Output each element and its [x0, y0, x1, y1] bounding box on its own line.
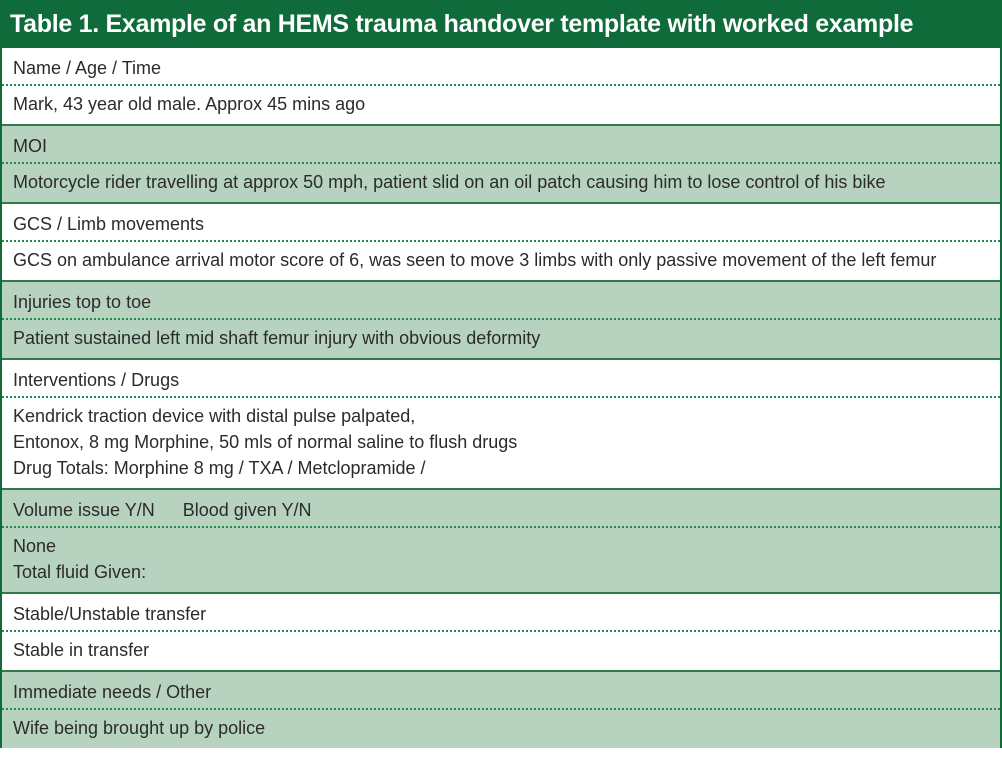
section-label: Stable/Unstable transfer	[2, 594, 1000, 632]
value-line: GCS on ambulance arrival motor score of 6, was seen to move 3 limbs with only passive movement of the left femur	[13, 250, 937, 270]
section-volume-blood	[2, 490, 1000, 594]
section-label: MOI	[2, 126, 1000, 164]
section-name-age-time	[2, 48, 1000, 126]
value-line: Total fluid Given:	[13, 562, 147, 582]
section-value	[2, 398, 1000, 488]
section-value	[2, 632, 1000, 670]
value-line: Kendrick traction device with distal pulse palpated,	[13, 406, 416, 426]
section-value	[2, 242, 1000, 280]
handover-table	[0, 48, 1002, 748]
section-value	[2, 528, 1000, 592]
value-line: Wife being brought up by police	[13, 718, 266, 738]
value-line: Patient sustained left mid shaft femur injury with obvious deformity	[13, 328, 541, 348]
value-line: Stable in transfer	[13, 640, 150, 660]
section-label: Volume issue Y/N	[13, 500, 155, 520]
value-line: None	[13, 536, 57, 556]
section-value	[2, 320, 1000, 358]
section-moi	[2, 126, 1000, 204]
section-gcs-limb-movements	[2, 204, 1000, 282]
section-label-row	[2, 490, 1000, 528]
section-interventions-drugs	[2, 360, 1000, 490]
section-label: Name / Age / Time	[2, 48, 1000, 86]
value-line: Drug Totals: Morphine 8 mg / TXA / Metclopramide /	[13, 458, 426, 478]
section-value	[2, 164, 1000, 202]
section-value	[2, 710, 1000, 748]
section-immediate-needs	[2, 672, 1000, 748]
section-value	[2, 86, 1000, 124]
value-line: Mark, 43 year old male. Approx 45 mins ago	[13, 94, 366, 114]
section-label: GCS / Limb movements	[2, 204, 1000, 242]
section-injuries	[2, 282, 1000, 360]
table-title: Table 1. Example of an HEMS trauma handover template with worked example	[0, 0, 1002, 48]
value-line: Entonox, 8 mg Morphine, 50 mls of normal saline to flush drugs	[13, 432, 518, 452]
section-label: Interventions / Drugs	[2, 360, 1000, 398]
section-label: Injuries top to toe	[2, 282, 1000, 320]
section-transfer	[2, 594, 1000, 672]
section-label-secondary: Blood given Y/N	[182, 500, 312, 520]
section-label: Immediate needs / Other	[2, 672, 1000, 710]
value-line: Motorcycle rider travelling at approx 50 mph, patient slid on an oil patch causing him to lose control of his bike	[13, 172, 886, 192]
